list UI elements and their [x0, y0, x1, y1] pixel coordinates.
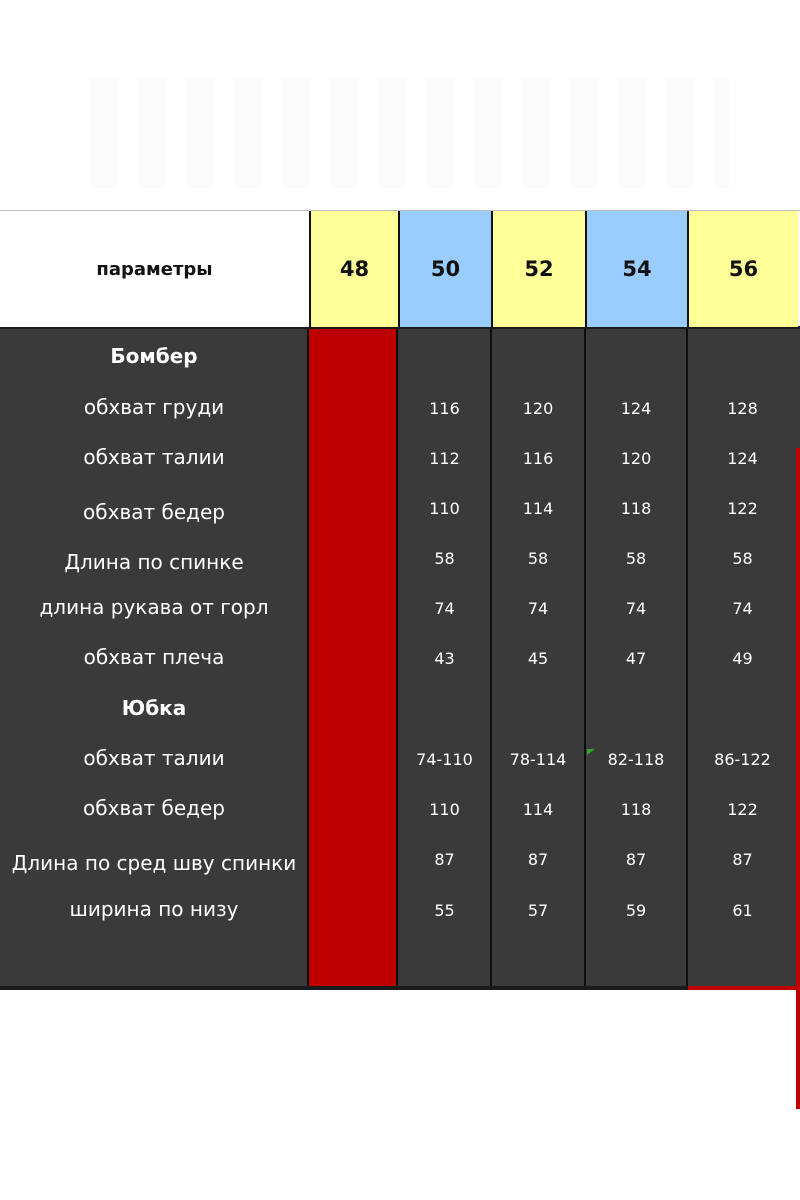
table-cell: 82-118	[607, 750, 665, 769]
table-cell: 128	[727, 399, 758, 418]
table-cell: 74	[732, 599, 753, 618]
right-edge-highlight	[796, 448, 800, 1109]
size-header-56: 56	[687, 211, 798, 327]
table-cell: 58	[732, 549, 753, 568]
bottom-red-accent	[688, 986, 800, 990]
table-cell: 120	[522, 399, 554, 418]
table-cell: 78-114	[509, 750, 567, 769]
size-header-52: 52	[491, 211, 585, 327]
table-cell: 58	[625, 549, 647, 568]
row-label: обхват талии	[83, 746, 225, 770]
table-cell: 59	[625, 901, 647, 920]
row-label: ширина по низу	[69, 897, 239, 921]
table-cell: 47	[625, 649, 647, 668]
table-cell: 43	[434, 649, 455, 668]
table-cell: 55	[434, 901, 455, 920]
table-cell: 74	[625, 599, 647, 618]
table-cell: 86-122	[714, 750, 771, 769]
size-header-54: 54	[585, 211, 687, 327]
table-cell: 116	[429, 399, 460, 418]
row-label: Длина по сред шву спинки	[11, 851, 297, 875]
table-cell: 74	[434, 599, 455, 618]
table-cell: 87	[434, 850, 455, 869]
table-cell: 61	[732, 901, 753, 920]
table-cell: 118	[620, 499, 652, 518]
table-cell: 87	[732, 850, 753, 869]
row-label: обхват талии	[83, 445, 225, 469]
row-label: Длина по спинке	[64, 550, 244, 574]
table-cell: 74-110	[416, 750, 473, 769]
row-label: обхват бедер	[83, 796, 225, 820]
table-cell: 74	[527, 599, 549, 618]
table-cell: 57	[527, 901, 549, 920]
table-cell: 122	[727, 800, 758, 819]
header-row	[0, 210, 800, 329]
table-cell: 112	[429, 449, 460, 468]
size-chart-table	[0, 210, 800, 990]
section-title-skirt: Юбка	[121, 696, 187, 720]
table-cell: 124	[727, 449, 758, 468]
table-cell: 58	[434, 549, 455, 568]
faint-background-watermark	[90, 78, 730, 188]
section-title-bomber: Бомбер	[110, 344, 198, 368]
table-cell: 110	[429, 800, 460, 819]
table-cell: 114	[522, 800, 554, 819]
param-header: параметры	[0, 211, 309, 327]
table-cell: 118	[620, 800, 652, 819]
table-cell: 116	[522, 449, 554, 468]
size-header-48: 48	[309, 211, 398, 327]
table-cell: 114	[522, 499, 554, 518]
table-body	[0, 329, 800, 990]
table-cell: 122	[727, 499, 758, 518]
row-label: длина рукава от горл	[39, 595, 269, 619]
table-cell: 87	[527, 850, 549, 869]
table-cell: 124	[620, 399, 652, 418]
table-cell: 58	[527, 549, 549, 568]
table-cell: 87	[625, 850, 647, 869]
row-label: обхват бедер	[83, 500, 225, 524]
size-48-highlight-column	[309, 329, 397, 990]
table-cell: 110	[429, 499, 460, 518]
row-label: обхват груди	[83, 395, 225, 419]
table-cell: 49	[732, 649, 753, 668]
table-bottom-border	[0, 986, 800, 990]
table-cell: 120	[620, 449, 652, 468]
row-label: обхват плеча	[83, 645, 225, 669]
table-cell: 45	[527, 649, 549, 668]
size-header-50: 50	[398, 211, 491, 327]
